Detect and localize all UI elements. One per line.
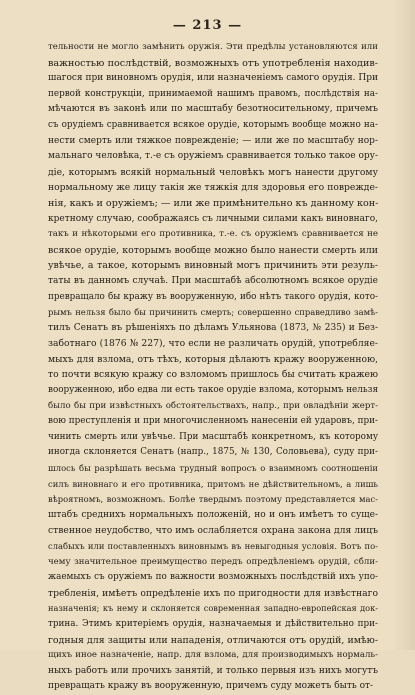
text-line: штабъ среднихъ нормальныхъ положеній, но и онъ имѣетъ то суще- <box>48 509 378 520</box>
text-line: мыхъ для взлома, отъ тѣхъ, которыя дѣлаютъ кражу вооруженною, <box>48 353 378 365</box>
text-line: діе, которымъ всякій нормальный человѣкъ могъ нанести другому <box>48 166 378 178</box>
text-line: шагося при виновномъ орудія, или назначеніемъ самого орудія. При <box>48 73 378 84</box>
text-line: важностью послѣдствій, возможныхъ отъ употребленія находив- <box>48 57 378 69</box>
text-line: ныхъ работъ или прочихъ занятій, и только первыя изъ нихъ могутъ <box>48 665 378 676</box>
text-line: вѣроятномъ, возможномъ. Болѣе твердымъ поэтому представляется мас- <box>48 494 378 505</box>
text-line: увѣчье, а такое, которымъ виновный могъ причинить эти резуль- <box>48 260 378 272</box>
text-line: нормальному же лицу такія же тяжкія для здоровья его поврежде- <box>48 182 378 194</box>
text-line: вою преступленія и при многочисленномъ нанесеніи ей ударовъ, при- <box>48 416 378 427</box>
text-line: то почти всякую кражу со взломомъ пришлось бы считать кражею <box>48 369 378 381</box>
text-line: годныя для защиты или нападенія, отличаются отъ орудій, имѣю- <box>48 634 378 646</box>
text-line: тельности не могло замѣнить оружія. Эти предѣлы установляются или <box>48 42 378 52</box>
text-line: было бы при извѣстныхъ обстоятельствахъ, напр., при овладѣніи жерт- <box>48 400 378 411</box>
text-line: трина. Этимъ критеріемъ орудія, назначаемыя и дѣйствительно при- <box>48 618 378 629</box>
text-line: ственное неудобство, что имъ ослабляется охрана закона для лицъ <box>48 525 378 537</box>
text-line: всякое орудіе, которымъ вообще можно было нанести смерть или <box>48 244 378 256</box>
text-line: мальнаго человѣка, т.-е съ оружіемъ сравнивается только такое ору- <box>48 151 378 162</box>
text-line: первой конструкціи, принимаемой нашимъ правомъ, послѣдствія на- <box>48 88 378 99</box>
text-line: такъ и нѣкоторыми его противника, т.-е. съ оружіемъ сравнивается не <box>48 229 378 240</box>
text-line: иногда склоняется Сенатъ (напр., 1875, № 130, Соловьева), суду при- <box>48 447 378 458</box>
body-text <box>48 40 378 695</box>
text-line: кретному случаю, соображаясь съ личными силами какъ виновнаго, <box>48 213 378 224</box>
text-line: рымъ нельзя было бы причинить смерть; совершенно справедливо замѣ- <box>48 307 378 318</box>
text-line: нія, какъ и оружіемъ; — или же примѣнительно къ данному кон- <box>48 197 379 209</box>
text-line: заботнаго (1876 № 227), что если не различать орудій, употребляе- <box>48 338 378 350</box>
text-line: таты въ данномъ случаѣ. При масштабѣ абсолютномъ всякое орудіе <box>48 275 378 286</box>
text-line: вооруженною, ибо едва ли есть такое орудіе взлома, которымъ нельзя <box>48 385 378 396</box>
text-line: слабыхъ или поставленныхъ виновнымъ въ невыгодныя условія. Вотъ по- <box>48 541 378 551</box>
text-line: щихъ иное назначеніе, напр. для взлома, для производимыхъ нормаль- <box>48 650 378 661</box>
text-line: чему значительное преимущество передъ опредѣленіемъ орудій, сбли- <box>48 556 378 567</box>
text-line: превращало бы кражу въ вооруженную, ибо нѣтъ такого орудія, кото- <box>48 291 378 302</box>
text-line: мѣчаются въ законѣ или по масштабу безотносительному, причемъ <box>48 104 378 115</box>
text-line: чинить смерть или увѣчье. При масштабѣ конкретномъ, къ которому <box>48 431 378 442</box>
text-line: требленія, имѣетъ опредѣленіе ихъ по пригодности для извѣстнаго <box>48 587 378 599</box>
text-line: силъ виновнаго и его противника, притомъ не дѣйствительномъ, а лишь <box>48 478 378 489</box>
text-line: жаемыхъ съ оружіемъ по важности возможныхъ послѣдствій ихъ упо- <box>48 572 378 583</box>
text-line: тилъ Сенатъ въ рѣшеніяхъ по дѣламъ Ульянова (1873, № 235) и Без- <box>48 322 378 333</box>
page-edge-shadow <box>393 0 415 650</box>
text-line: превращать кражу въ вооруженную, причемъ суду можетъ быть от- <box>48 681 374 692</box>
text-line: нести смерть или тяжкое поврежденіе; — или же по масштабу нор- <box>48 135 378 146</box>
text-line: съ орудіемъ сравнивается всякое орудіе, которымъ вообще можно на- <box>48 119 378 130</box>
text-line: назначенія; къ нему и склоняется современная западно-европейская док- <box>48 603 378 614</box>
page-number: — 213 — <box>172 18 243 33</box>
text-line: шлось бы разрѣшать весьма трудный вопросъ о взаимномъ соотношеніи <box>48 463 378 474</box>
